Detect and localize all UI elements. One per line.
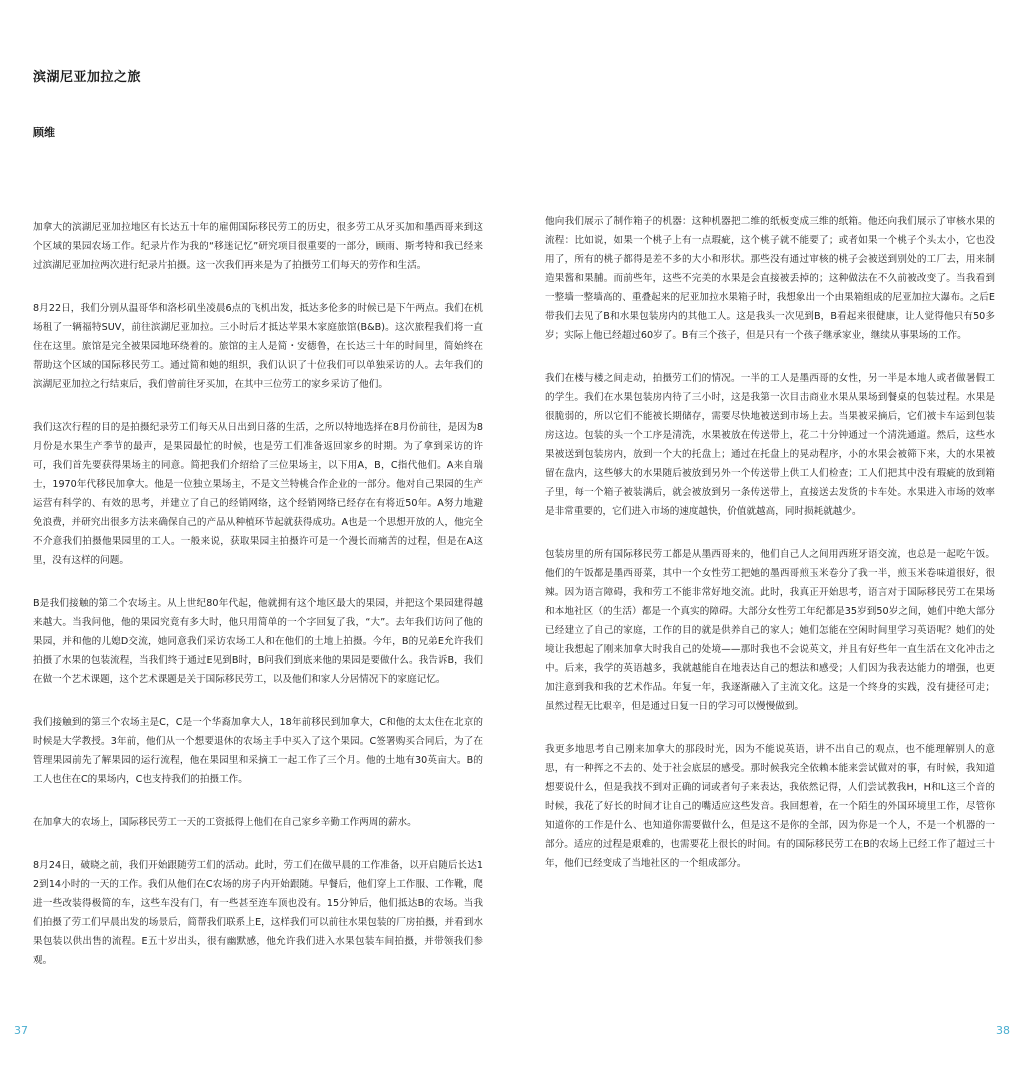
paragraph: 加拿大的滨湖尼亚加拉地区有长达五十年的雇佣国际移民劳工的历史，很多劳工从牙买加和墨西哥来到这个区域的果园农场工作。纪录片作为我的“移迷记忆”研究项目很重要的一部分，顾雨、斯考特和我已经来过滨湖尼亚加拉两次进行纪录片拍摄。这一次我们再来是为了拍摄劳工们每天的劳作和生活。: [33, 222, 483, 271]
right-text-column: [545, 212, 995, 897]
paragraph: B是我们接触的第二个农场主。从上世纪80年代起，他就拥有这个地区最大的果园，并把这个果园建得越来越大。当我问他，他的果园究竟有多大时，他只用简单的一个字回复了我，“大”。去年我们访问了他的果园，并和他的儿媳D交流，她同意我们采访农场工人和在他们的土地上拍摄。今年，B的兄弟E允许我们拍摄了水果的包装流程，当我们终于通过E见到B时，B问我们到底来他的果园是要做什么。我告诉B，我们在做一个艺术课题，这个艺术课题是关于国际移民劳工，以及他们和家人分居情况下的家庭记忆。: [33, 598, 483, 685]
page-number: 38: [996, 1024, 1010, 1037]
author-name: 顾维: [33, 126, 55, 139]
paragraph: 8月22日，我们分别从温哥华和洛杉矶坐凌晨6点的飞机出发，抵达多伦多的时候已是下午两点。我们在机场租了一辆福特SUV，前往滨湖尼亚加拉。三小时后才抵达苹果木家庭旅馆(B&B)。这次旅程我们将一直住在这里。旅馆是完全被果园地环绕着的。旅馆的主人是简・安德鲁，在长达三十年的时间里，简始终在帮助这个区域的国际移民劳工。通过简和她的组织，我们认识了十位我们可以单独采访的人。去年我们的滨湖尼亚加拉之行结束后，我们曾前往牙买加，在其中三位劳工的家乡采访了他们。: [33, 303, 483, 390]
article-title: 滨湖尼亚加拉之旅: [33, 70, 142, 85]
left-text-column: [33, 218, 483, 994]
paragraph: 包装房里的所有国际移民劳工都是从墨西哥来的，他们自己人之间用西班牙语交流，也总是一起吃午饭。他们的午饭都是墨西哥菜，其中一个女性劳工把她的墨西哥煎玉米卷分了我一半，煎玉米卷味道很好，很辣。因为语言障碍，我和劳工不能非常好地交流。此时，我真正开始思考，语言对于国际移民劳工在果场和本地社区（的生活）都是一个真实的障碍。大部分女性劳工年纪都是35岁到50岁之间，她们中绝大部分已经建立了自己的家庭，工作的目的就是供养自己的家人；她们怎能在空闲时间里学习英语呢？她们的处境让我想起了刚来加拿大时我自己的处境——那时我也不会说英文，并且有好些年一直生活在文化冲击之中。后来，我学的英语越多，我就越能自在地表达自己的想法和感受；人们因为我表达能力的增强，也更加注意到我和我的艺术作品。年复一年，我逐渐融入了主流文化。这是一个终身的实践，没有捷径可走；虽然过程无比艰辛，但是通过日复一日的学习可以慢慢做到。: [545, 549, 995, 712]
paragraph: 我们接触到的第三个农场主是C，C是一个华裔加拿大人，18年前移民到加拿大，C和他的太太住在北京的时候是大学教授。3年前，他们从一个想要退休的农场主手中买入了这个果园。C签署购买合同后，为了在管理果园前先了解果园的运行流程，他在果园里和采摘工一起工作了三个月。他的土地有30英亩大。B的工人也住在C的果场内，C也支持我们的拍摄工作。: [33, 717, 483, 785]
paragraph: 8月24日，破晓之前，我们开始跟随劳工们的活动。此时，劳工们在做早晨的工作准备，以开启随后长达12到14小时的一天的工作。我们从他们在C农场的房子内开始跟随。早餐后，他们穿上工作服、工作靴，爬进一些改装得极简的车，这些车没有门，有一些甚至连车顶也没有。15分钟后，他们抵达B的农场。当我们拍摄了劳工们早晨出发的场景后，简帮我们联系上E，这样我们可以前往水果包装的厂房拍摄，并看到水果包装以供出售的流程。E五十岁出头，很有幽默感，他允许我们进入水果包装车间拍摄，并带领我们参观。: [33, 860, 483, 966]
paragraph: 在加拿大的农场上，国际移民劳工一天的工资抵得上他们在自己家乡辛勤工作两周的薪水。: [33, 817, 417, 828]
paragraph: 他向我们展示了制作箱子的机器：这种机器把二维的纸板变成三维的纸箱。他还向我们展示了审核水果的流程：比如说，如果一个桃子上有一点瑕疵，这个桃子就不能要了；或者如果一个桃子个头太小，它也没用了，所有的桃子都得是差不多的大小和形状。那些没有通过审核的桃子会被送到别处的工厂去，用来制造果酱和果脯。而前些年，这些不完美的水果是会直接被丢掉的；这种做法在不久前被改变了。当我看到一整墙一整墙高的、重叠起来的尼亚加拉水果箱子时，我想象出一个由果箱组成的尼亚加拉大瀑布。之后E带我们去见了B和水果包装房内的其他工人。这是我头一次见到B，B看起来很健康，让人觉得他只有50多岁；实际上他已经超过60岁了。B有三个孩子，但是只有一个孩子继承家业，继续从事果场的工作。: [545, 216, 995, 341]
page-number: 37: [14, 1024, 28, 1037]
paragraph: 我们在楼与楼之间走动，拍摄劳工们的情况。一半的工人是墨西哥的女性，另一半是本地人或者做暑假工的学生。我们在水果包装房内待了三小时，这是我第一次目击商业水果从果场到餐桌的包装过程。水果是很脆弱的，所以它们不能被长期储存，需要尽快地被送到市场上去。当果被采摘后，它们被卡车运到包装房这边。包装的头一个工序是清洗，水果被放在传送带上，花二十分钟通过一个清洗通道。然后，这些水果被送到包装房内，放到一个大的托盘上；通过在托盘上的晃动程序，小的水果会被筛下来，大的水果被留在盘内，这些够大的水果随后被放到另外一个传送带上供工人们检查；工人们把其中没有瑕疵的放到箱子里，每一个箱子被装满后，就会被放到另一条传送带上，直接送去发货的卡车处。水果进入市场的效率是非常重要的，它们进入市场的速度越快，价值就越高，同时损耗就越少。: [545, 373, 995, 517]
right-page: [512, 0, 1024, 1068]
paragraph: 我们这次行程的目的是拍摄纪录劳工们每天从日出到日落的生活，之所以特地选择在8月份前往，是因为8月份是水果生产季节的最声，是果园最忙的时候，也是劳工们准备返回家乡的时期。为了拿到采访的许可，我们首先要获得果场主的同意。简把我们介绍给了三位果场主，以下用A，B，C指代他们。A来自瑞士，1970年代移民加拿大。他是一位独立果场主，不是文兰特桃合作企业的一部分。他对自己果园的生产运营有科学的、有效的思考，并建立了自己的经销网络，这个经销网络已经存在有将近50年。A努力地避免浪费，并研究出很多方法来确保自己的产品从种植环节起就获得成功。A也是一个思想开放的人，他完全不介意我们拍摄他果园里的工人。一般来说，获取果园主拍摄许可是一个漫长而痛苦的过程，但是在A这里，没有这样的问题。: [33, 422, 483, 566]
paragraph: 我更多地思考自己刚来加拿大的那段时光，因为不能说英语，讲不出自己的观点，也不能理解别人的意思，有一种挥之不去的、处于社会底层的感受。那时候我完全依赖本能来尝试做对的事，有时候，我知道想要说什么，但是我找不到对正确的词或者句子来表达，我依然记得，人们尝试教我H，H和L这三个音的时候，我花了好长的时间才让自己的嘴适应这些发音。我回想着，在一个陌生的外国环境里工作，尽管你知道你的工作是什么、也知道你需要做什么，但是这不是你的全部，因为你是一个人，不是一个机器的一部分。适应的过程是艰难的，也需要花上很长的时间。有的国际移民劳工在B的农场上已经工作了超过三十年，他们已经变成了当地社区的一个组成部分。: [545, 744, 995, 869]
